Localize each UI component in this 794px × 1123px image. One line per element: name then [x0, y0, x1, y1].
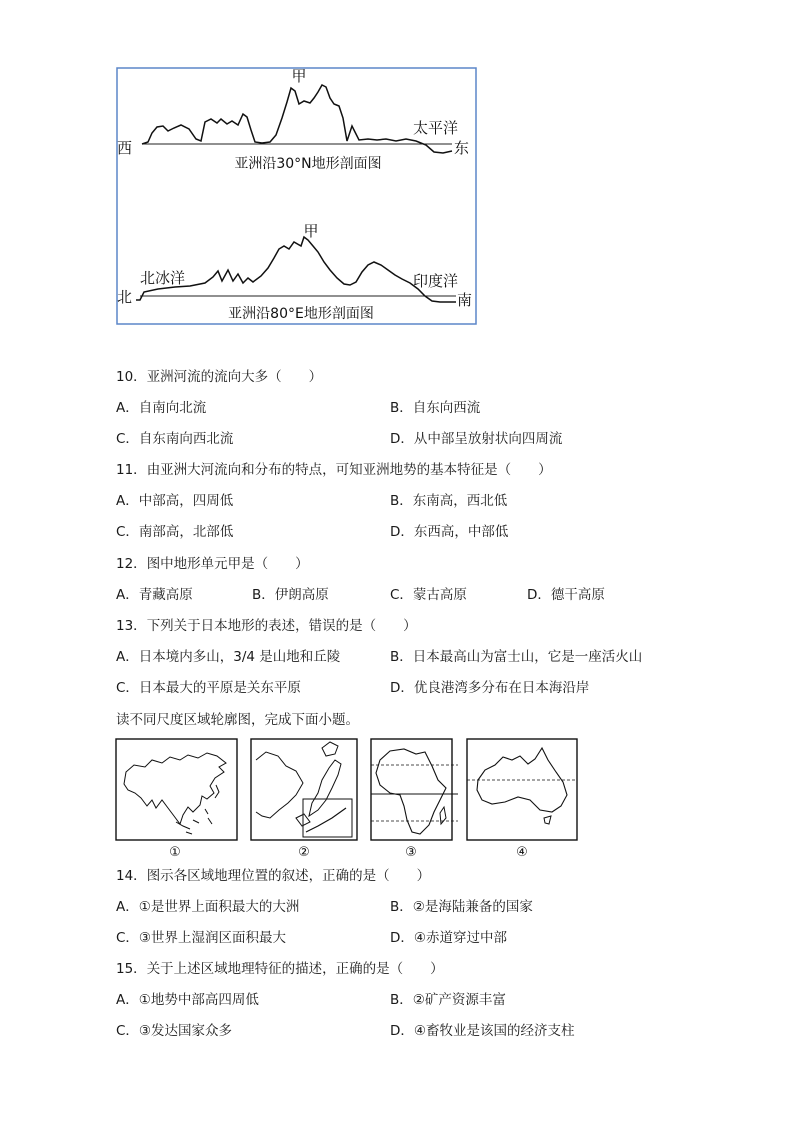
map-3-frame — [371, 739, 452, 840]
question-number: 14． — [116, 868, 147, 884]
intro-text: 读不同尺度区域轮廓图，完成下面小题。 — [116, 712, 359, 728]
bottom-north-ocean-label: 北冰洋 — [140, 269, 186, 287]
map-3-label: ③ — [405, 845, 417, 860]
question-11-option-d[interactable]: D．东西高，中部低 — [390, 524, 509, 540]
map-4-label: ④ — [516, 845, 528, 860]
question-12-stem — [116, 555, 309, 573]
top-peak-label: 甲 — [291, 67, 307, 85]
map-japan — [251, 739, 357, 840]
question-13-option-b[interactable]: B．日本最高山为富士山，它是一座活火山 — [390, 649, 643, 665]
question-14-option-c[interactable]: C．③世界上湿润区面积最大 — [116, 930, 287, 946]
question-14-option-b[interactable]: B．②是海陆兼备的国家 — [390, 899, 533, 915]
map-2-label: ② — [298, 845, 310, 860]
map-1-label: ① — [169, 845, 181, 860]
question-14-option-d[interactable]: D．④赤道穿过中部 — [390, 930, 507, 946]
question-11-option-b[interactable]: B．东南高，西北低 — [390, 493, 508, 509]
question-10-option-d[interactable]: D．从中部呈放射状向四周流 — [390, 431, 563, 447]
question-10-stem — [116, 368, 322, 386]
map-australia — [467, 739, 577, 840]
map-1-frame — [116, 739, 237, 840]
map-africa — [371, 739, 458, 840]
question-10-option-c[interactable]: C．自东南向西北流 — [116, 431, 234, 447]
question-12-option-b[interactable]: B．伊朗高原 — [252, 587, 329, 603]
question-12-option-c[interactable]: C．蒙古高原 — [390, 587, 467, 603]
question-number: 12． — [116, 556, 147, 572]
question-15-option-b[interactable]: B．②矿产资源丰富 — [390, 992, 506, 1008]
bottom-north-label: 北 — [117, 288, 133, 306]
question-15-option-a[interactable]: A．①地势中部高四周低 — [116, 992, 259, 1008]
question-11-option-c[interactable]: C．南部高，北部低 — [116, 524, 234, 540]
question-10-option-b[interactable]: B．自东向西流 — [390, 400, 481, 416]
question-13-stem — [116, 617, 417, 635]
question-12-option-a[interactable]: A．青藏高原 — [116, 587, 193, 603]
top-caption: 亚洲沿30°N地形剖面图 — [234, 156, 382, 172]
question-text: 由亚洲大河流向和分布的特点，可知亚洲地势的基本特征是（ ） — [146, 462, 552, 478]
map-asia — [116, 739, 237, 840]
question-11-option-a[interactable]: A．中部高，四周低 — [116, 493, 234, 509]
top-ocean-label: 太平洋 — [413, 119, 459, 137]
question-number: 15． — [116, 961, 147, 977]
question-text: 亚洲河流的流向大多（ ） — [146, 369, 323, 385]
question-14-option-a[interactable]: A．①是世界上面积最大的大洲 — [116, 899, 300, 915]
question-text: 图中地形单元甲是（ ） — [146, 556, 309, 572]
question-11-stem — [116, 461, 552, 479]
question-15-stem — [116, 960, 444, 978]
question-text: 图示各区域地理位置的叙述，正确的是（ ） — [146, 868, 431, 884]
question-10-option-a[interactable]: A．自南向北流 — [116, 400, 207, 416]
bottom-peak-label: 甲 — [303, 222, 319, 240]
terrain-profile-figure — [0, 0, 794, 340]
top-profile-line — [142, 85, 452, 153]
bottom-caption: 亚洲沿80°E地形剖面图 — [228, 306, 374, 322]
top-west-label: 西 — [117, 139, 133, 157]
question-12-option-d[interactable]: D．德干高原 — [527, 587, 605, 603]
question-number: 10． — [116, 369, 147, 385]
question-number: 13． — [116, 618, 147, 634]
region-outline-maps — [0, 730, 794, 865]
bottom-south-ocean-label: 印度洋 — [413, 272, 459, 290]
map-4-frame — [467, 739, 577, 840]
question-13-option-c[interactable]: C．日本最大的平原是关东平原 — [116, 680, 301, 696]
question-13-option-a[interactable]: A．日本境内多山，3/4 是山地和丘陵 — [116, 649, 341, 665]
question-text: 关于上述区域地理特征的描述，正确的是（ ） — [146, 961, 444, 977]
question-number: 11． — [116, 462, 147, 478]
bottom-south-label: 南 — [457, 291, 473, 309]
question-13-option-d[interactable]: D．优良港湾多分布在日本海沿岸 — [390, 680, 590, 696]
question-14-stem — [116, 867, 430, 885]
question-text: 下列关于日本地形的表述，错误的是（ ） — [146, 618, 417, 634]
top-east-label: 东 — [454, 139, 470, 157]
question-15-option-c[interactable]: C．③发达国家众多 — [116, 1023, 233, 1039]
question-15-option-d[interactable]: D．④畜牧业是该国的经济支柱 — [390, 1023, 575, 1039]
